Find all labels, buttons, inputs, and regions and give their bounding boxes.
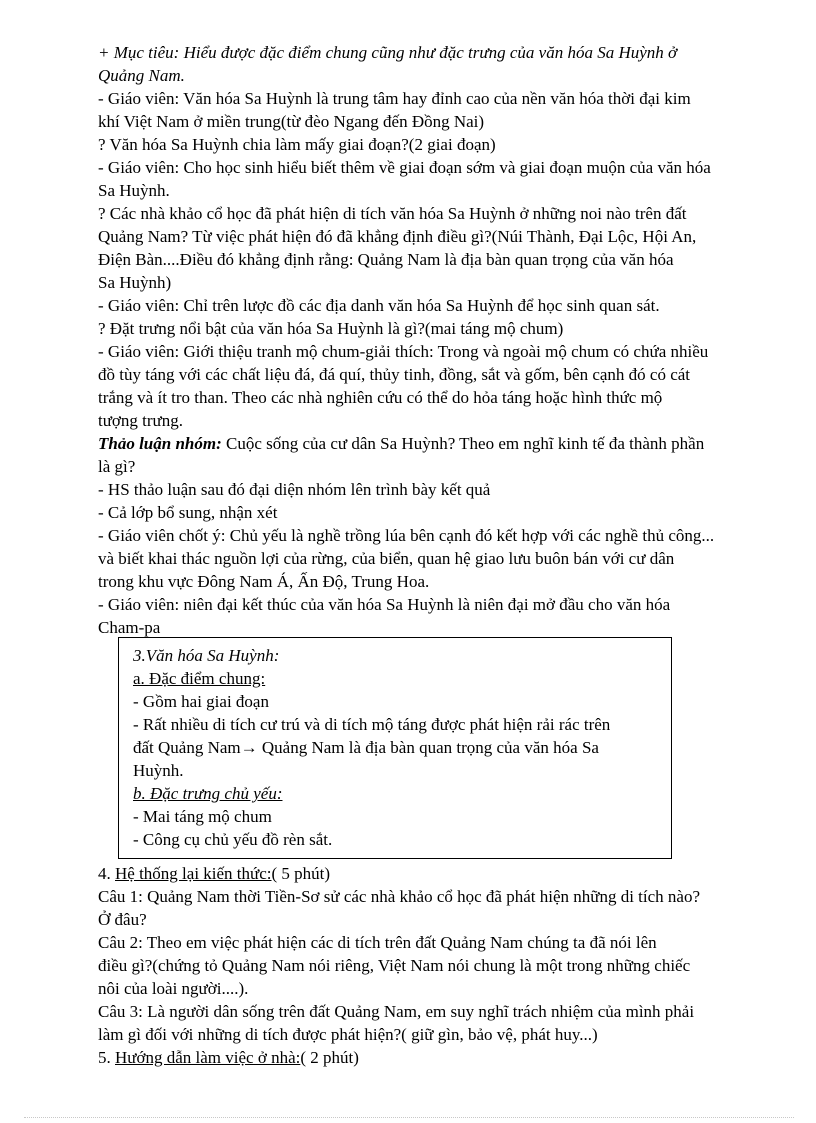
text-line: - Cả lớp bổ sung, nhận xét bbox=[98, 503, 278, 522]
box-subheading-a: a. Đặc điểm chung: bbox=[133, 669, 266, 688]
question-line: ? Đặt trưng nổi bật của văn hóa Sa Huỳnh là gì?(mai táng mộ chum) bbox=[98, 319, 564, 338]
question-3-line: làm gì đối với những di tích được phát hiện?( giữ gìn, bảo vệ, phát huy...) bbox=[98, 1025, 598, 1044]
box-heading: 3.Văn hóa Sa Huỳnh: bbox=[133, 646, 280, 665]
group-discussion-label: Thảo luận nhóm: bbox=[98, 434, 222, 453]
objective-line-2: Quảng Nam. bbox=[98, 66, 185, 85]
box-text-line: - Rất nhiều di tích cư trú và di tích mộ táng được phát hiện rải rác trên bbox=[133, 715, 611, 734]
text-line: và biết khai thác nguồn lợi của rừng, của biển, quan hệ giao lưu buôn bán với cư dân bbox=[98, 549, 675, 568]
text-line: - Giáo viên: Cho học sinh hiểu biết thêm về giai đoạn sớm và giai đoạn muộn của văn hóa bbox=[98, 158, 711, 177]
question-1-line: Ở đâu? bbox=[98, 910, 147, 929]
question-2-line: nôi của loài người....). bbox=[98, 979, 249, 998]
question-line: ? Các nhà khảo cổ học đã phát hiện di tích văn hóa Sa Huỳnh ở những noi nào trên đất bbox=[98, 204, 687, 223]
section-5-number: 5. bbox=[98, 1048, 115, 1067]
question-1-line: Câu 1: Quảng Nam thời Tiền-Sơ sử các nhà khảo cổ học đã phát hiện những di tích nào? bbox=[98, 887, 701, 906]
text-line: trắng và ít tro than. Theo các nhà nghiên cứu có thể do hỏa táng hoặc hình thức mộ bbox=[98, 388, 663, 407]
text-line: - Giáo viên: Giới thiệu tranh mộ chum-giải thích: Trong và ngoài mộ chum có chứa nhiều bbox=[98, 342, 709, 361]
question-2-line: Câu 2: Theo em việc phát hiện các di tích trên đất Quảng Nam chúng ta đã nói lên bbox=[98, 933, 657, 952]
section-5-duration: ( 2 phút) bbox=[300, 1048, 359, 1067]
question-line: ? Văn hóa Sa Huỳnh chia làm mấy giai đoạn?(2 giai đoạn) bbox=[98, 135, 496, 154]
question-3-line: Câu 3: Là người dân sống trên đất Quảng Nam, em suy nghĩ trách nhiệm của mình phải bbox=[98, 1002, 695, 1021]
text-line: Sa Huỳnh. bbox=[98, 181, 170, 200]
text-line: Cham-pa bbox=[98, 618, 161, 637]
page-bottom-divider bbox=[24, 1117, 794, 1118]
group-discussion-text: Cuộc sống của cư dân Sa Huỳnh? Theo em nghĩ kinh tế đa thành phần bbox=[221, 434, 705, 453]
section-4-number: 4. bbox=[98, 864, 115, 883]
box-text-line: Huỳnh. bbox=[133, 761, 184, 780]
text-line: - HS thảo luận sau đó đại diện nhóm lên trình bày kết quả bbox=[98, 480, 491, 499]
section-4-heading bbox=[98, 864, 330, 884]
text-line: khí Việt Nam ở miền trung(từ đèo Ngang đến Đồng Nai) bbox=[98, 112, 485, 131]
text-line: - Giáo viên: Chỉ trên lược đồ các địa danh văn hóa Sa Huỳnh để học sinh quan sát. bbox=[98, 296, 660, 315]
text-line: - Giáo viên: Văn hóa Sa Huỳnh là trung tâm hay đỉnh cao của nền văn hóa thời đại kim bbox=[98, 89, 691, 108]
text-line: - Giáo viên: niên đại kết thúc của văn hóa Sa Huỳnh là niên đại mở đầu cho văn hóa bbox=[98, 595, 671, 614]
box-text-line: - Gồm hai giai đoạn bbox=[133, 692, 269, 711]
text-line: trong khu vực Đông Nam Á, Ấn Độ, Trung Hoa. bbox=[98, 572, 430, 591]
question-2-line: điều gì?(chứng tỏ Quảng Nam nói riêng, Việt Nam nói chung là một trong những chiếc bbox=[98, 956, 691, 975]
section-4-duration: ( 5 phút) bbox=[271, 864, 331, 883]
text-line: Sa Huỳnh) bbox=[98, 273, 172, 292]
objective-line-1: + Mục tiêu: Hiểu được đặc điểm chung cũng như đặc trưng của văn hóa Sa Huỳnh ở bbox=[98, 43, 678, 62]
text-line: - Giáo viên chốt ý: Chủ yếu là nghề trồng lúa bên cạnh đó kết hợp với các nghề thủ công... bbox=[98, 526, 715, 545]
section-5-title: Hướng dẫn làm việc ở nhà: bbox=[115, 1048, 301, 1067]
box-subheading-b: b. Đặc trưng chủ yếu: bbox=[133, 784, 283, 803]
text-line: đồ tùy táng với các chất liệu đá, đá quí, thủy tinh, đồng, sắt và gốm, bên cạnh đó có cát bbox=[98, 365, 691, 384]
text-line: Quảng Nam? Từ việc phát hiện đó đã khẳng định điều gì?(Núi Thành, Đại Lộc, Hội An, bbox=[98, 227, 697, 246]
text-line: tượng trưng. bbox=[98, 411, 184, 430]
box-text-line: - Công cụ chủ yếu đồ rèn sắt. bbox=[133, 830, 333, 849]
text-line: Điện Bàn....Điều đó khẳng định rằng: Quảng Nam là địa bàn quan trọng của văn hóa bbox=[98, 250, 674, 269]
summary-box bbox=[118, 637, 672, 859]
section-4-title: Hệ thống lại kiến thức: bbox=[115, 864, 272, 883]
box-text-line: đất Quảng Nam→ Quảng Nam là địa bàn quan trọng của văn hóa Sa bbox=[133, 738, 599, 757]
text-line: là gì? bbox=[98, 457, 136, 476]
section-5-heading bbox=[98, 1048, 359, 1068]
box-text-line: - Mai táng mộ chum bbox=[133, 807, 272, 826]
group-discussion-line bbox=[98, 434, 704, 454]
